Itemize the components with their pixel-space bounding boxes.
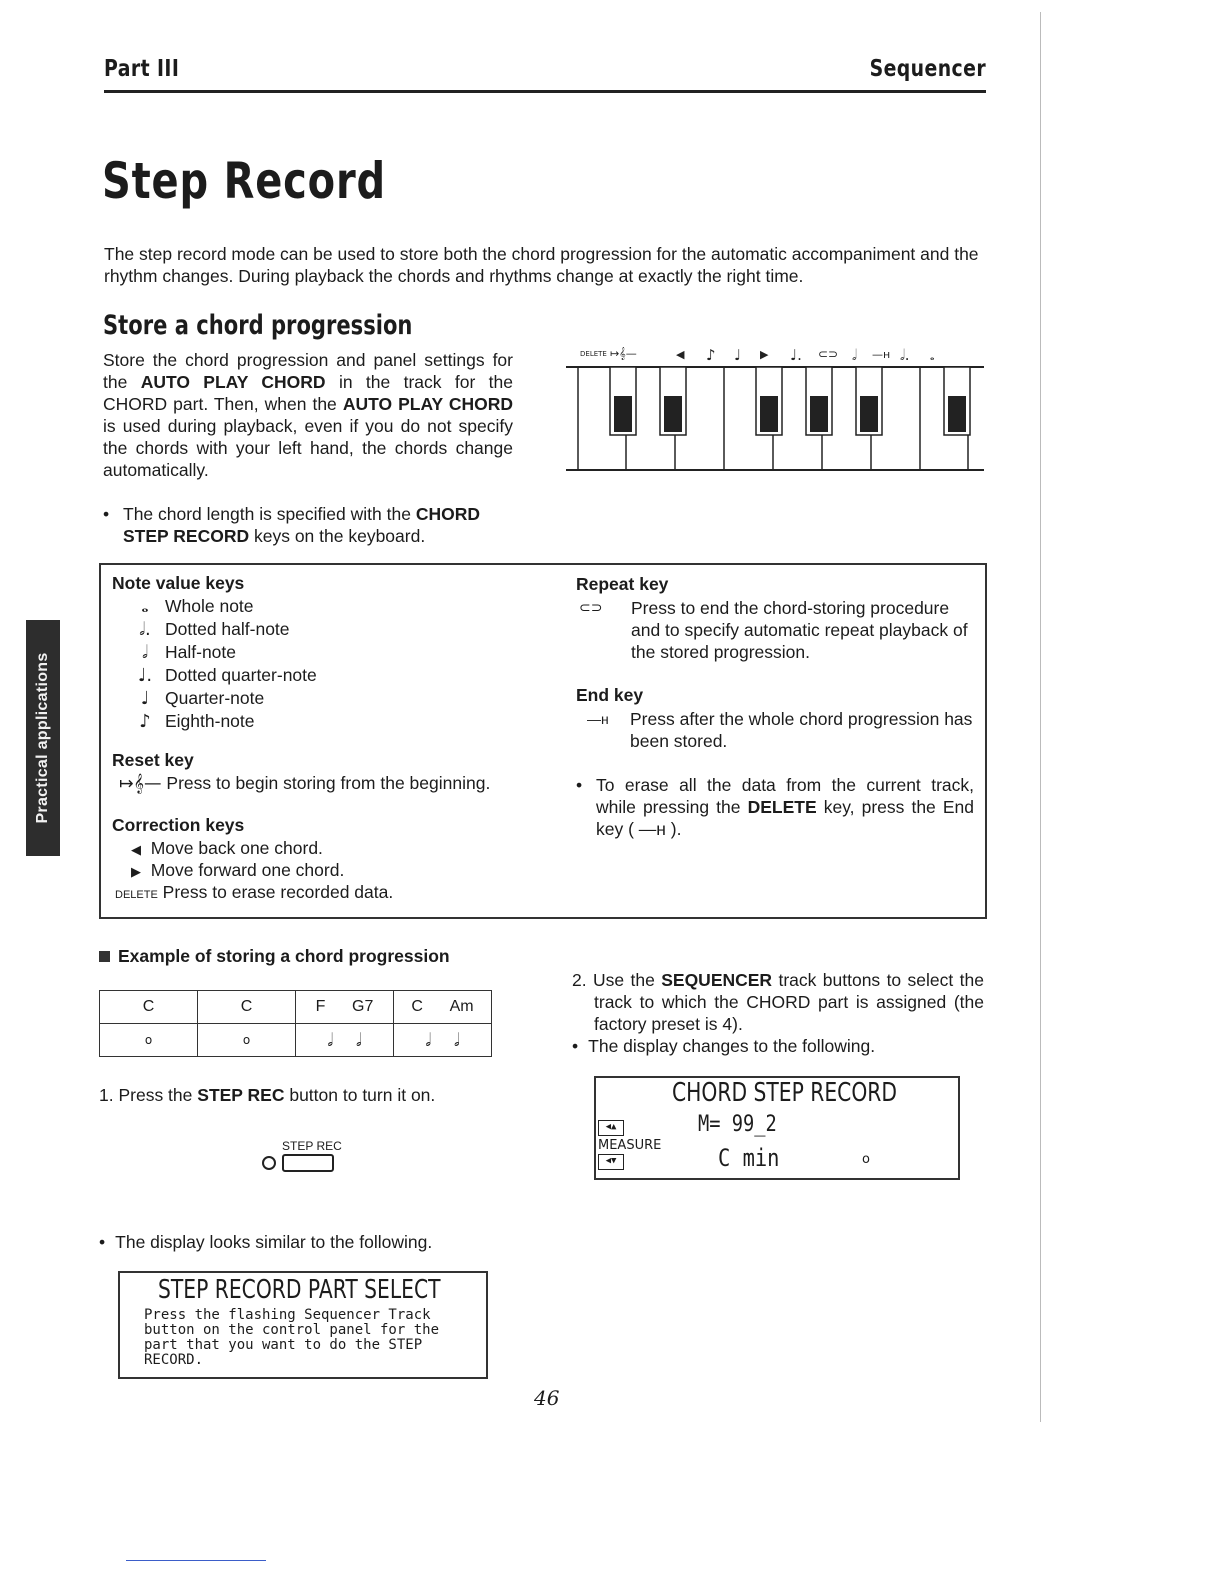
end-key-symbol: —н <box>872 348 891 361</box>
whole-note-icon: o <box>198 1024 296 1057</box>
dotted-quarter-symbol: ♩. <box>790 346 802 364</box>
measure-readout: M= 99_2 <box>698 1112 777 1137</box>
forward-arrow-icon: ▶ <box>131 864 141 879</box>
erase-bullet: • To erase all the data from the current track, while pressing the DELETE key, press the End key ( —н ). <box>576 775 974 839</box>
whole-note-icon: o <box>862 1152 870 1167</box>
header-section: Sequencer <box>869 56 986 82</box>
section-heading: Store a chord progression <box>103 310 413 341</box>
quarter-note-symbol: ♩ <box>734 346 742 364</box>
footer-line <box>126 1560 266 1561</box>
repeat-key-title: Repeat key <box>576 574 669 594</box>
chord-step-record-display <box>594 1076 960 1180</box>
header-rule <box>104 90 986 93</box>
repeat-key-symbol: ⊂⊃ <box>818 347 839 361</box>
half-notes-icon: 𝅗𝅥 𝅗𝅥 <box>394 1024 492 1057</box>
half-note-symbol: 𝅗𝅥 <box>852 346 857 364</box>
whole-note-symbol: 𝅝 <box>930 350 935 363</box>
repeat-key-desc: ⊂⊃ Press to end the chord-storing procedure and to specify automatic repeat playback of the stored progression. <box>579 598 968 662</box>
measure-down-button[interactable]: ◀▼ <box>598 1154 624 1170</box>
key-description-box <box>99 563 987 919</box>
lcd1-message: Press the flashing Sequencer Track button on the control panel for the part that you want to do the STEP RECORD. <box>144 1307 440 1368</box>
step-rec-label: STEP REC <box>282 1139 342 1153</box>
chord-cell: C <box>100 991 198 1024</box>
section-paragraph: Store the chord progression and panel settings for the AUTO PLAY CHORD in the track for the CHORD part. Then, when the AUTO PLAY CHORD is used during playback, even if you do not specify the chords with your left hand, the chords change automatically. <box>103 350 513 480</box>
note-item: ♩. Dotted quarter-note <box>137 665 317 686</box>
note-item: ♩ Quarter-note <box>140 688 265 709</box>
chord-progression-table <box>99 990 492 1057</box>
delete-key-label: DELETE <box>580 350 607 358</box>
reset-key-icon: ↦𝄞— <box>119 774 162 794</box>
correction-keys-title: Correction keys <box>112 815 245 835</box>
chord-row <box>100 991 492 1024</box>
note-item: 𝅝 Whole note <box>141 596 254 617</box>
intro-paragraph: The step record mode can be used to store both the chord progression for the automatic accompaniment and the rhythm changes. During playback the chords and rhythms change at exactly the right time. <box>104 244 979 286</box>
delete-key-desc: DELETE Press to erase recorded data. <box>115 882 394 902</box>
chord-length-bullet: • The chord length is specified with the CHORD STEP RECORD keys on the keyboard. <box>103 504 480 546</box>
note-item: ♪ Eighth-note <box>139 711 255 732</box>
half-notes-icon: 𝅗𝅥 𝅗𝅥 <box>296 1024 394 1057</box>
page-title: Step Record <box>102 152 386 210</box>
back-key-desc: ◀ Move back one chord. <box>131 838 323 858</box>
measure-label: MEASURE <box>598 1138 662 1153</box>
header-part: Part III <box>104 56 180 82</box>
lcd2-title: CHORD STEP RECORD <box>672 1078 898 1108</box>
square-bullet-icon <box>99 951 110 962</box>
back-arrow-icon: ◀ <box>131 842 141 857</box>
dotted-half-symbol: 𝅗𝅥. <box>900 346 910 364</box>
example-heading: Example of storing a chord progression <box>99 946 450 967</box>
chord-cell: C <box>198 991 296 1024</box>
reset-key-title: Reset key <box>112 750 194 770</box>
back-key-symbol: ◀ <box>676 348 685 361</box>
whole-note-icon: o <box>100 1024 198 1057</box>
step-rec-led <box>262 1156 276 1170</box>
note-value-keys-title: Note value keys <box>112 573 245 593</box>
display-change-note: • The display changes to the following. <box>572 1036 876 1056</box>
note-value-list <box>125 595 317 733</box>
step-2: 2. Use the SEQUENCER track buttons to select the track to which the CHORD part is assigned (the factory preset is 4). <box>572 970 984 1034</box>
end-key-icon: —н <box>587 711 609 727</box>
note-item: 𝅗𝅥 Half-note <box>142 642 237 663</box>
chord-cell-pair: F G7 <box>296 991 394 1024</box>
forward-key-symbol: ▶ <box>760 348 769 361</box>
step-1: 1. Press the STEP REC button to turn it on. <box>99 1085 436 1105</box>
keyboard-diagram <box>566 344 986 474</box>
end-key-title: End key <box>576 685 644 705</box>
reset-key-symbol: ↦𝄞— <box>610 347 637 360</box>
keyboard-svg <box>566 344 986 474</box>
end-key-desc: —н Press after the whole chord progression has been stored. <box>587 709 973 751</box>
page-number: 46 <box>534 1386 560 1410</box>
display-note: • The display looks similar to the following. <box>99 1232 433 1252</box>
forward-key-desc: ▶ Move forward one chord. <box>131 860 345 880</box>
side-tab: Practical applications <box>26 620 60 856</box>
scan-edge-line <box>1040 12 1041 1422</box>
measure-up-button[interactable]: ◀▲ <box>598 1120 624 1136</box>
reset-key-desc: ↦𝄞— Press to begin storing from the beginning. <box>119 773 491 794</box>
lcd1-title: STEP RECORD PART SELECT <box>158 1275 441 1305</box>
repeat-key-icon: ⊂⊃ <box>579 600 603 616</box>
chord-readout: C min <box>718 1144 780 1172</box>
note-item: 𝅗𝅥. Dotted half-note <box>139 619 290 640</box>
chord-cell-pair: C Am <box>394 991 492 1024</box>
step-record-part-select-display <box>118 1271 488 1379</box>
eighth-note-symbol: ♪ <box>706 346 716 364</box>
note-row <box>100 1024 492 1057</box>
step-rec-button[interactable] <box>282 1154 334 1172</box>
